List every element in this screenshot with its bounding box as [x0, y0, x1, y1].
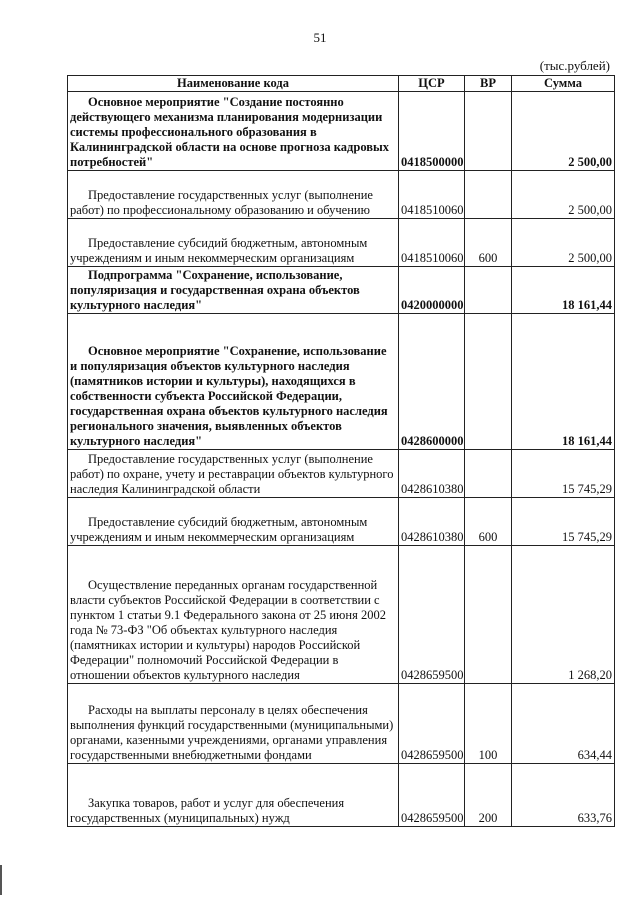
- header-sum: Сумма: [512, 76, 615, 92]
- units-label: (тыс.рублей): [539, 58, 610, 73]
- row-sum: 18 161,44: [512, 314, 615, 450]
- row-code: 0418510060: [399, 171, 465, 219]
- header-vr: ВР: [465, 76, 512, 92]
- row-vr: 600: [465, 219, 512, 267]
- table-row: [68, 684, 615, 764]
- row-name: Предоставление государственных услуг (выполнение работ) по охране, учету и реставрации объектов культурного наследия Калининградской области: [68, 450, 399, 498]
- table-row: [68, 171, 615, 219]
- row-sum: 2 500,00: [512, 171, 615, 219]
- row-code: 0428610380: [399, 498, 465, 546]
- page-number: 51: [313, 30, 327, 45]
- table-row: [68, 314, 615, 450]
- header-csr: ЦСР: [399, 76, 465, 92]
- table-row: [68, 546, 615, 684]
- table-row: [68, 267, 615, 314]
- row-sum: 2 500,00: [512, 92, 615, 171]
- row-sum: 18 161,44: [512, 267, 615, 314]
- table-row: [68, 764, 615, 827]
- row-code: 0428659500: [399, 546, 465, 684]
- row-vr: 600: [465, 498, 512, 546]
- row-name: Предоставление субсидий бюджетным, автономным учреждениям и иным некоммерческим организациям: [68, 498, 399, 546]
- row-sum: 15 745,29: [512, 498, 615, 546]
- header-name: Наименование кода: [68, 76, 399, 92]
- row-name: Осуществление переданных органам государственной власти субъектов Российской Федерации в соответствии с пунктом 1 статьи 9.1 Федерального закона от 25 июня 2002 года № 73-ФЗ "Об объектах культурного наследия (памятниках истории и культуры) народов Российской Федерации" полномочий Российской Федерации в отношении объектов культурного наследия: [68, 546, 399, 684]
- row-vr: [465, 267, 512, 314]
- row-name: Предоставление государственных услуг (выполнение работ) по профессиональному образованию и обучению: [68, 171, 399, 219]
- row-sum: 634,44: [512, 684, 615, 764]
- table-row: [68, 92, 615, 171]
- row-sum: 15 745,29: [512, 450, 615, 498]
- row-vr: [465, 546, 512, 684]
- row-name: Подпрограмма "Сохранение, использование, популяризация и государственная охрана объектов культурного наследия": [68, 267, 399, 314]
- row-vr: [465, 314, 512, 450]
- table-row: [68, 498, 615, 546]
- row-name: Основное мероприятие "Создание постоянно действующего механизма планирования модернизации системы профессионального образования в Калининградской области на основе прогноза кадровых потребностей": [68, 92, 399, 171]
- row-code: 0418500000: [399, 92, 465, 171]
- row-code: 0420000000: [399, 267, 465, 314]
- row-name: Закупка товаров, работ и услуг для обеспечения государственных (муниципальных) нужд: [68, 764, 399, 827]
- row-name: Предоставление субсидий бюджетным, автономным учреждениям и иным некоммерческим организациям: [68, 219, 399, 267]
- row-name: Расходы на выплаты персоналу в целях обеспечения выполнения функций государственными (муниципальными) органами, казенными учреждениями, органами управления государственными внебюджетными фондами: [68, 684, 399, 764]
- table-header-row: [68, 76, 615, 92]
- row-code: 0428659500: [399, 684, 465, 764]
- row-vr: [465, 450, 512, 498]
- row-sum: 2 500,00: [512, 219, 615, 267]
- row-code: 0428659500: [399, 764, 465, 827]
- row-vr: [465, 92, 512, 171]
- row-code: 0428600000: [399, 314, 465, 450]
- row-name: Основное мероприятие "Сохранение, использование и популяризация объектов культурного наследия (памятников истории и культуры), находящихся в собственности субъекта Российской Федерации, государственная охрана объектов культурного наследия регионального значения, выявленных объектов культурного наследия": [68, 314, 399, 450]
- row-code: 0428610380: [399, 450, 465, 498]
- row-sum: 1 268,20: [512, 546, 615, 684]
- table-row: [68, 219, 615, 267]
- row-vr: 100: [465, 684, 512, 764]
- row-vr: 200: [465, 764, 512, 827]
- row-code: 0418510060: [399, 219, 465, 267]
- budget-table: [67, 75, 615, 827]
- scan-edge-mark: [0, 865, 2, 895]
- row-vr: [465, 171, 512, 219]
- row-sum: 633,76: [512, 764, 615, 827]
- table-row: [68, 450, 615, 498]
